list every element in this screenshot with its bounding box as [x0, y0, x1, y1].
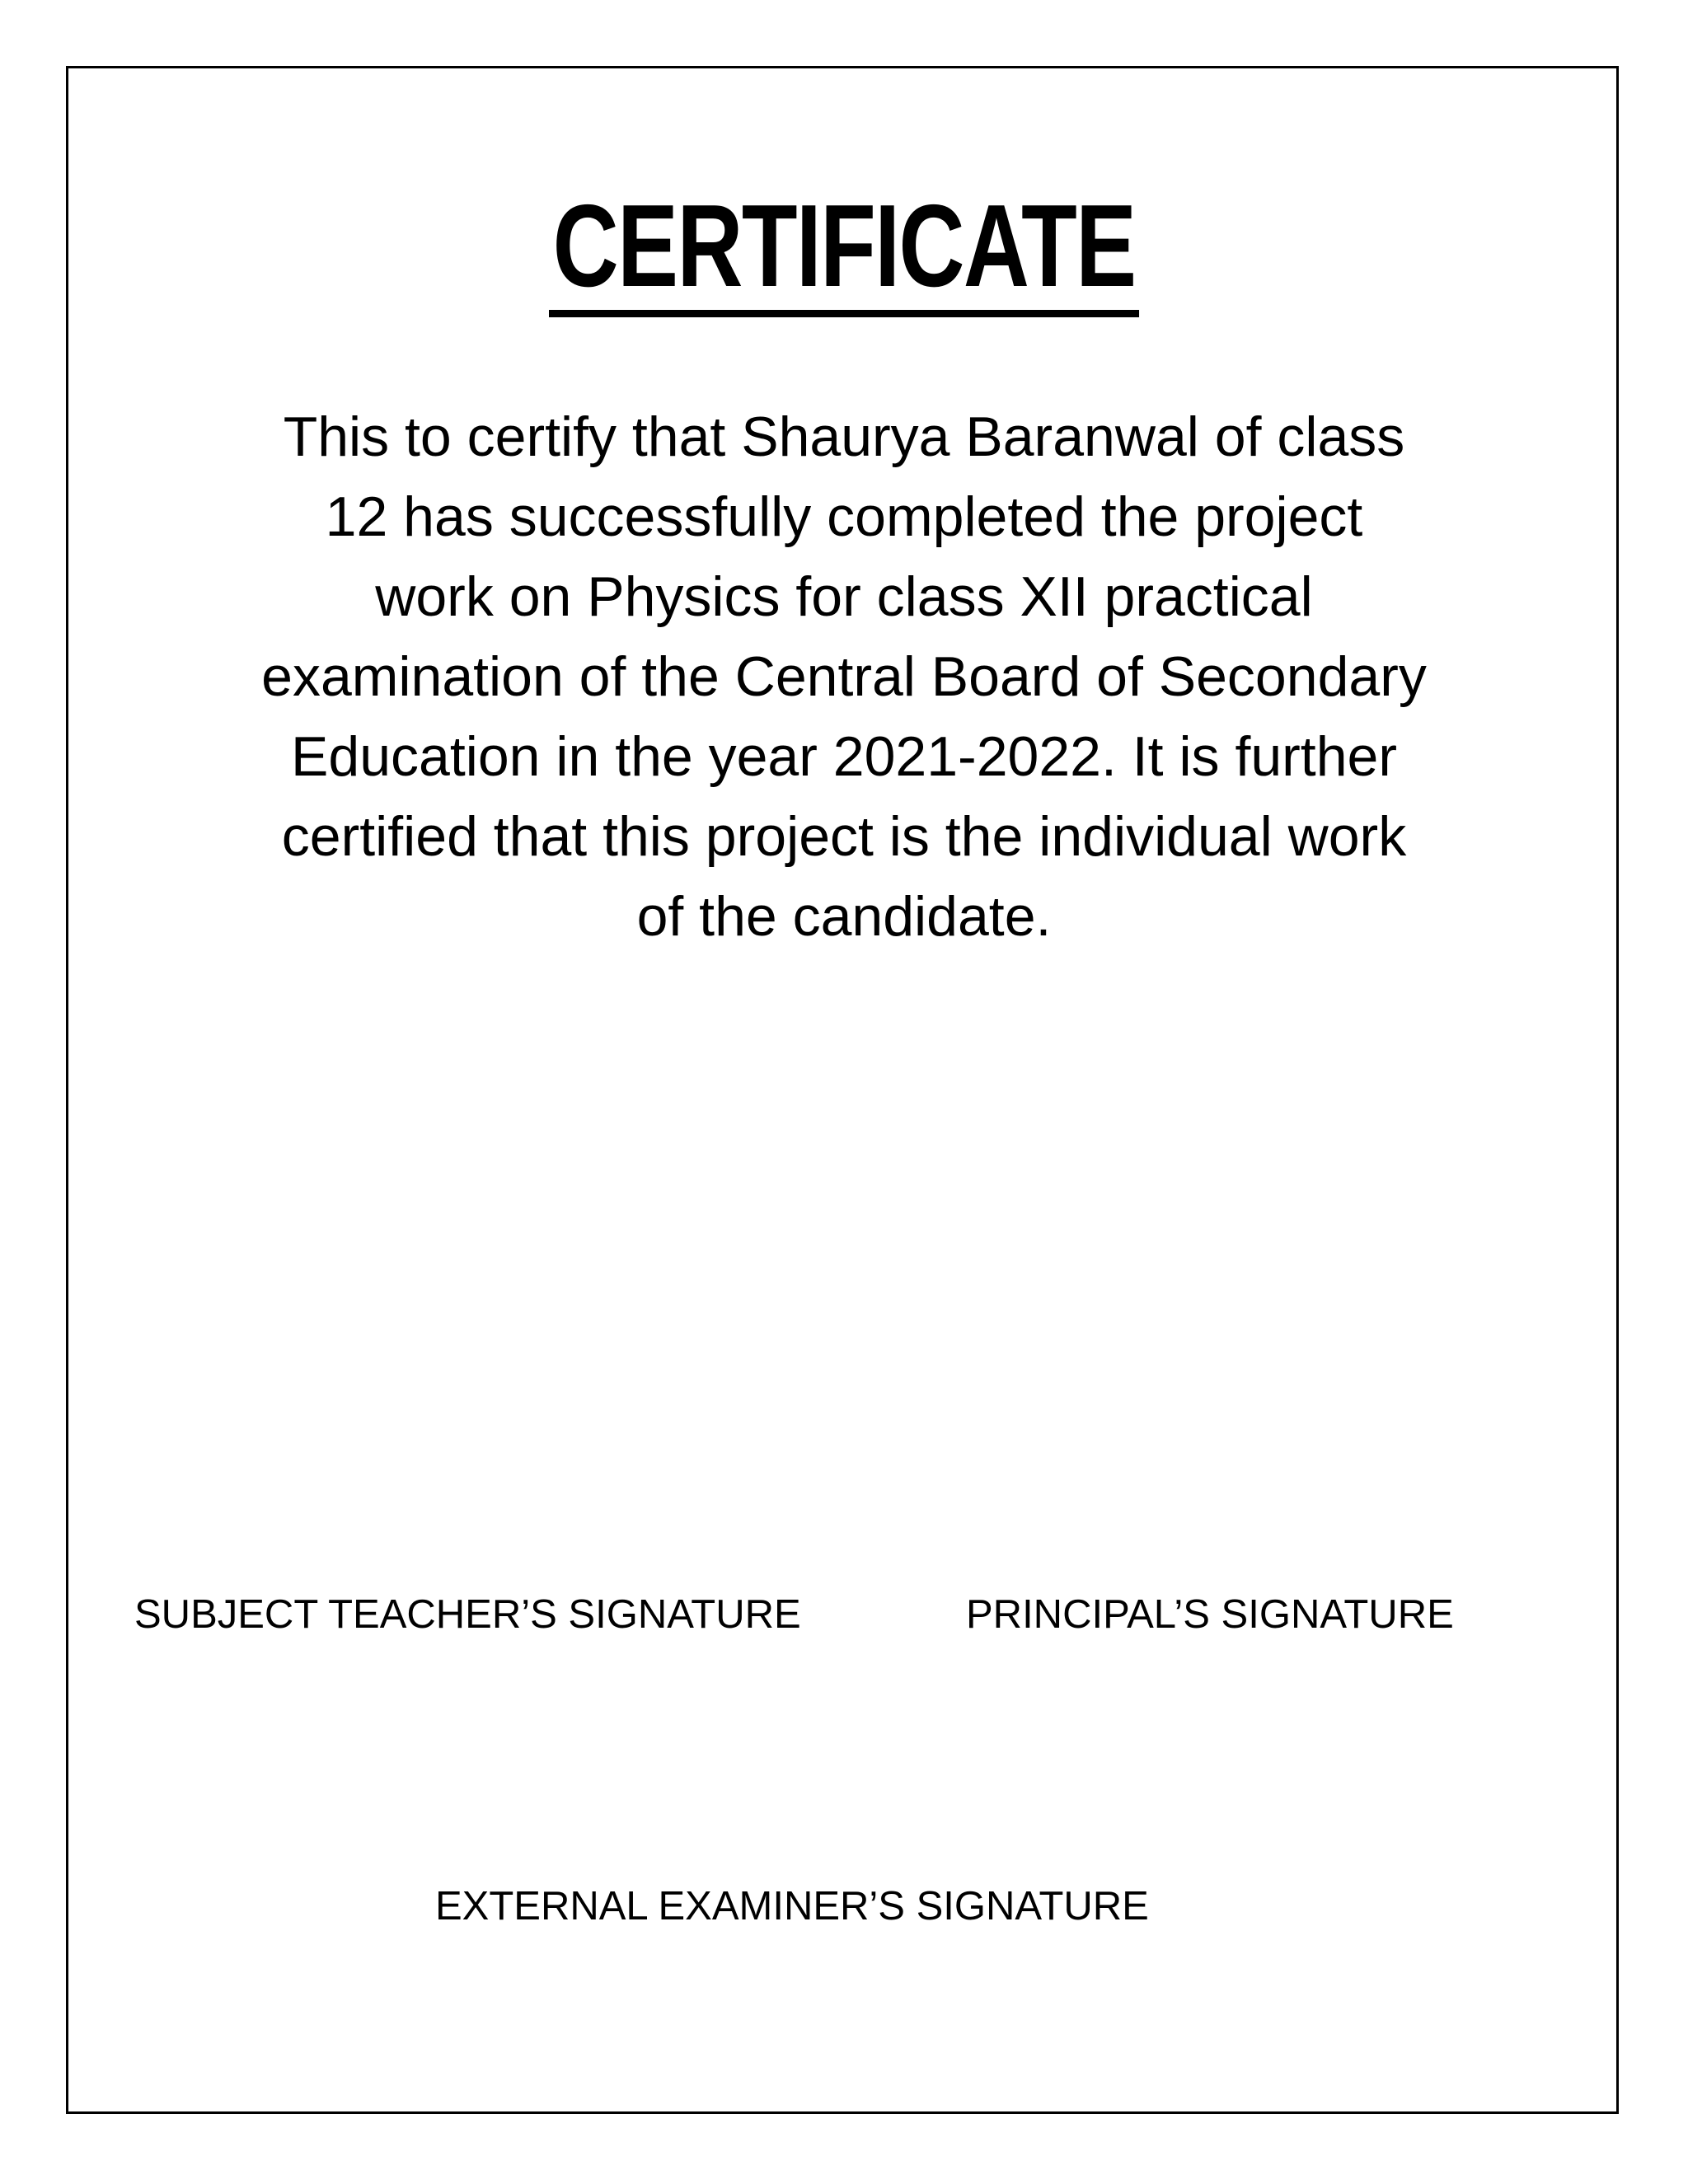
certificate-title: CERTIFICATE	[549, 188, 1139, 317]
body-line: certified that this project is the individual work	[281, 805, 1407, 868]
body-line: 12 has successfully completed the project	[325, 485, 1363, 548]
body-line: This to certify that Shaurya Baranwal of class	[283, 405, 1405, 468]
body-line: examination of the Central Board of Secondary	[261, 645, 1427, 708]
subject-teacher-signature-label: SUBJECT TEACHER’S SIGNATURE	[134, 1592, 801, 1637]
body-line: work on Physics for class XII practical	[375, 565, 1313, 628]
external-examiner-signature-label: EXTERNAL EXAMINER’S SIGNATURE	[435, 1884, 1149, 1929]
certificate-title-block	[0, 180, 1688, 317]
certificate-body	[165, 397, 1523, 957]
body-line: Education in the year 2021-2022. It is further	[291, 725, 1397, 788]
certificate-border	[66, 66, 1619, 2114]
body-line: of the candidate.	[636, 885, 1052, 948]
principal-signature-label: PRINCIPAL’S SIGNATURE	[966, 1592, 1454, 1637]
